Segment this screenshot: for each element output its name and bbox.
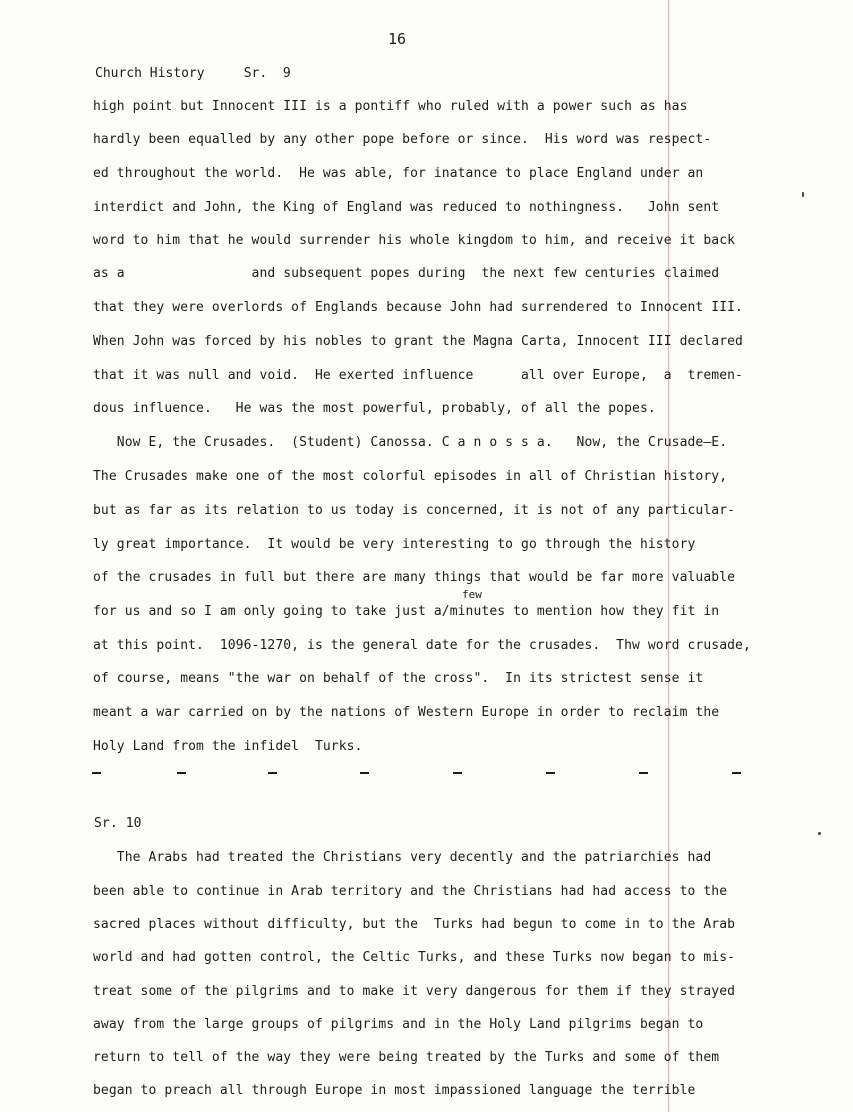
text-line: that they were overlords of Englands because John had surrendered to Innocent III. (93, 300, 743, 315)
text-line: dous influence. He was the most powerful, probably, of all the popes. (93, 401, 656, 416)
text-line: of course, means "the war on behalf of the cross". In its strictest sense it (93, 671, 704, 686)
separator-dash (177, 772, 186, 774)
section-header (95, 66, 291, 81)
text-line: sacred places without difficulty, but the Turks had begun to come in to the Arab (93, 917, 736, 932)
text-line: When John was forced by his nobles to grant the Magna Carta, Innocent III declared (93, 334, 743, 349)
separator-dash (268, 772, 277, 774)
separator-dash (732, 772, 741, 774)
text-line: as a and subsequent popes during the next few centuries claimed (93, 266, 720, 281)
text-line: away from the large groups of pilgrims and in the Holy Land pilgrims began to (93, 1017, 704, 1032)
separator-dash (546, 772, 555, 774)
text-line: that it was null and void. He exerted influence all over Europe, a tremen- (93, 368, 743, 383)
text-line: Now E, the Crusades. (Student) Canossa. C a n o s s a. Now, the Crusade—E. (93, 435, 728, 450)
text-line: of the crusades in full but there are many things that would be far more valuable (93, 570, 736, 585)
text-line: for us and so I am only going to take just a/minutes to mention how they fit in (93, 604, 720, 619)
separator-dash (360, 772, 369, 774)
text-line: treat some of the pilgrims and to make it very dangerous for them if they strayed (93, 984, 736, 999)
course-title: Church History (95, 66, 205, 81)
ink-speck (802, 192, 804, 197)
separator-dash (639, 772, 648, 774)
ink-speck (818, 832, 821, 835)
text-line: hardly been equalled by any other pope before or since. His word was respect- (93, 132, 712, 147)
text-line: but as far as its relation to us today is concerned, it is not of any particular- (93, 503, 736, 518)
text-line: ed throughout the world. He was able, for inatance to place England under an (93, 166, 704, 181)
text-line: high point but Innocent III is a pontiff who ruled with a power such as has (93, 99, 688, 114)
text-line: ly great importance. It would be very interesting to go through the history (93, 537, 696, 552)
text-line: at this point. 1096-1270, is the general date for the crusades. Thw word crusade, (93, 638, 751, 653)
text-line: Holy Land from the infidel Turks. (93, 739, 363, 754)
text-line: began to preach all through Europe in most impassioned language the terrible (93, 1083, 696, 1098)
text-line: interdict and John, the King of England was reduced to nothingness. John sent (93, 200, 720, 215)
separator-dash (453, 772, 462, 774)
text-line: The Arabs had treated the Christians very decently and the patriarchies had (93, 850, 712, 865)
text-line: world and had gotten control, the Celtic Turks, and these Turks now began to mis- (93, 950, 736, 965)
section-two-header: Sr. 10 (94, 816, 142, 831)
text-line: meant a war carried on by the nations of Western Europe in order to reclaim the (93, 705, 720, 720)
text-line: been able to continue in Arab territory and the Christians had had access to the (93, 884, 728, 899)
text-line: word to him that he would surrender his whole kingdom to him, and receive it back (93, 233, 736, 248)
session-label: Sr. 9 (243, 66, 291, 81)
text-line: The Crusades make one of the most colorful episodes in all of Christian history, (93, 469, 728, 484)
separator-dash (92, 772, 101, 774)
handwritten-insertion: few (462, 588, 482, 601)
text-line: return to tell of the way they were being treated by the Turks and some of them (93, 1050, 720, 1065)
page-number: 16 (388, 30, 407, 48)
